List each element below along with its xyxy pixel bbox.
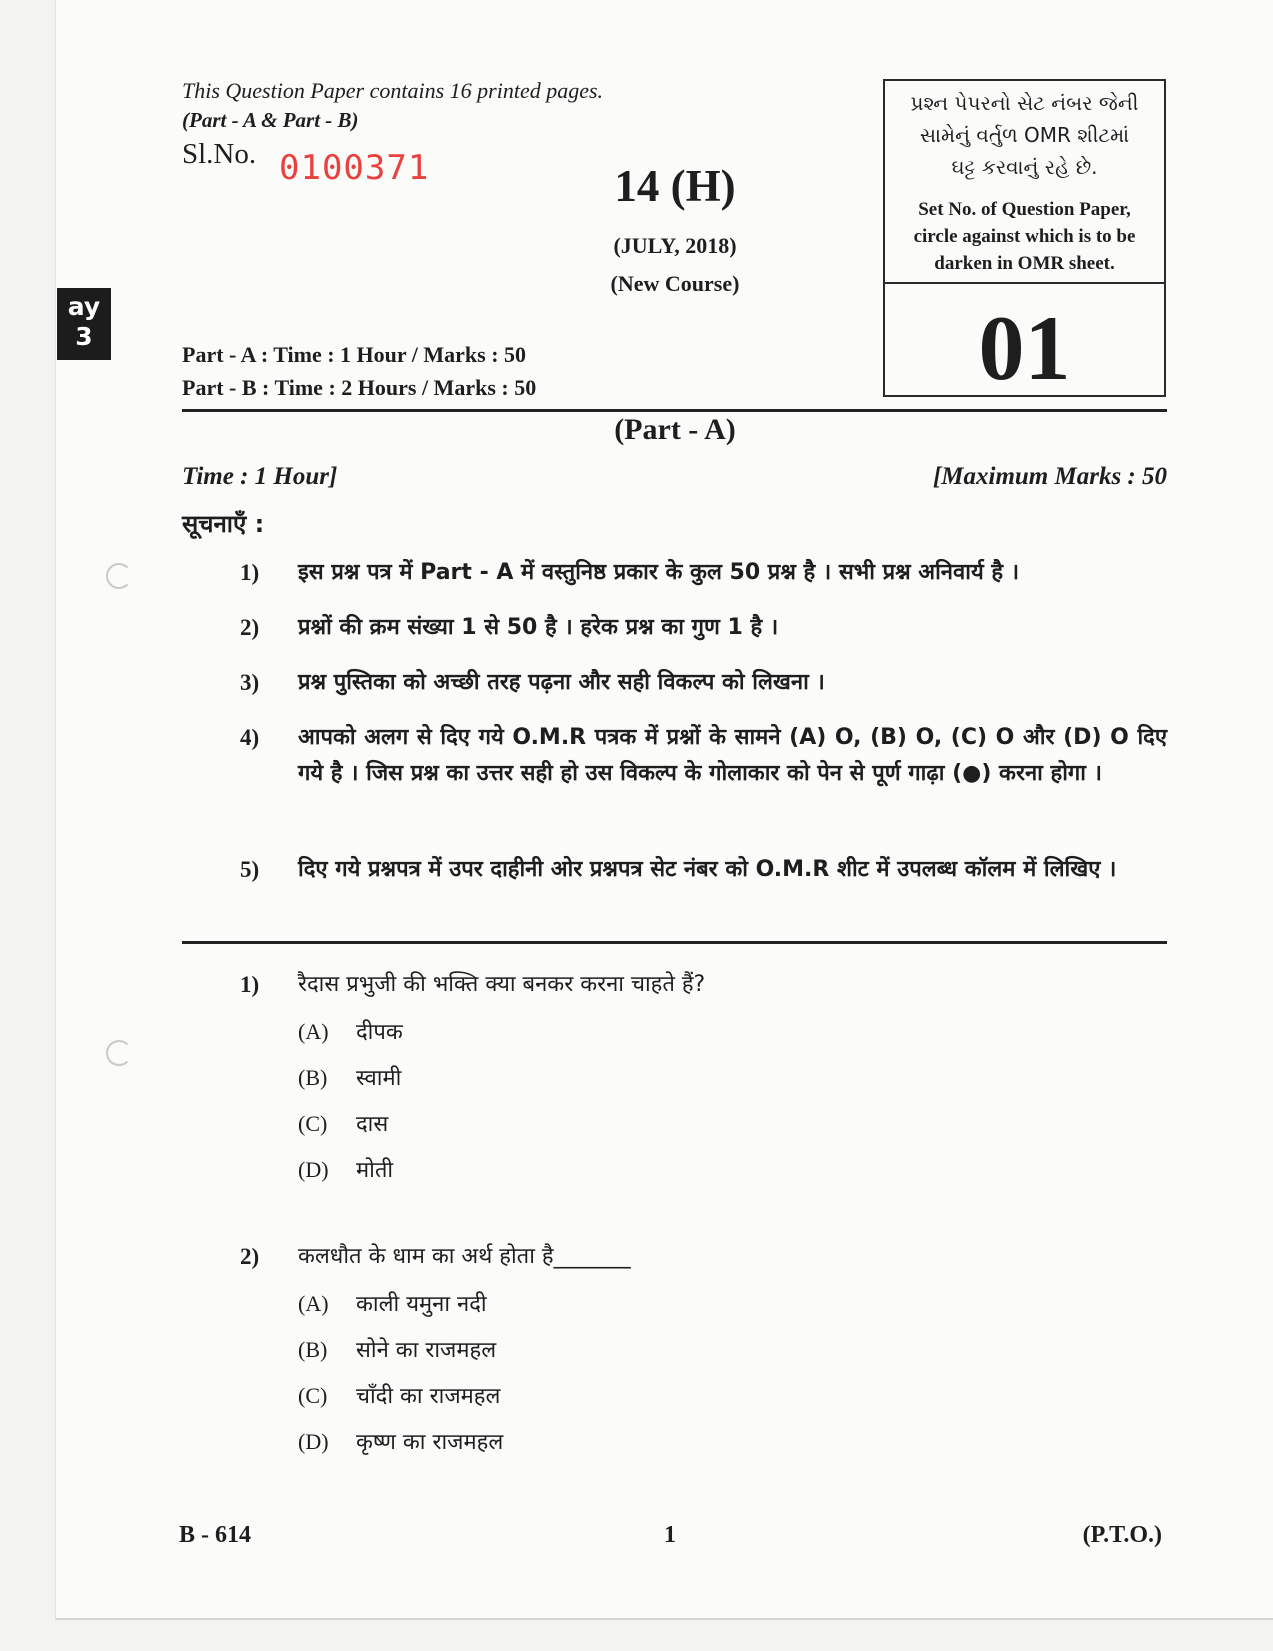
question-text: कलधौत के धाम का अर्थ होता है_______ [298,1244,631,1269]
serial-number: 0100371 [279,148,430,188]
punch-hole-icon [106,563,132,589]
instruction-text: प्रश्न पुस्तिका को अच्छी तरह पढ़ना और सही विकल्प को लिखना । [298,670,825,695]
option-label: (C) [298,1111,328,1136]
option-text: कृष्ण का राजमहल [356,1430,504,1455]
instruction-number: 3) [240,670,260,695]
instructions-rule [182,941,1167,944]
instruction-number: 4) [240,725,260,750]
paper-code: 14 (H) [614,161,736,211]
question-text: रैदास प्रभुजी की भक्ति क्या बनकर करना चाहते हैं? [298,972,706,997]
instruction-text: प्रश्नों की क्रम संख्या 1 से 50 है । हरेक प्रश्न का गुण 1 है । [298,615,779,640]
answer-option [298,1016,403,1046]
side-tab [57,288,111,360]
option-label: (D) [298,1157,329,1182]
instruction-number: 2) [240,615,260,640]
set-box-divider [885,282,1164,284]
answer-option [298,1334,496,1364]
punch-hole-icon [106,1040,132,1066]
answer-option [298,1062,401,1092]
answer-option [298,1288,487,1318]
max-marks: [Maximum Marks : 50 [932,463,1167,490]
option-label: (C) [298,1383,328,1408]
serial-label: Sl.No. [182,138,257,170]
question-number: 1) [240,972,260,997]
instruction-text: आपको अलग से दिए गये O.M.R पत्रक में प्रश्नों के सामने (A) O, (B) O, (C) O और (D) O दिए गये है । जिस प्रश्न का उत्तर सही हो उस विकल्प के गोलाकार को पेन से पूर्ण गाढ़ा (●) करना होगा । [298,725,1167,786]
part-b-time: Part - B : Time : 2 Hours / Marks : 50 [182,375,537,400]
set-number: 01 [978,297,1071,399]
option-label: (A) [298,1291,329,1316]
option-label: (D) [298,1429,329,1454]
option-label: (B) [298,1337,328,1362]
time-label: Time : 1 Hour] [182,463,338,490]
side-tab-line2: 3 [75,322,93,351]
set-box-english-line2: circle against which is to be [913,226,1136,247]
option-text: चाँदी का राजमहल [356,1384,501,1409]
part-title: (Part - A) [614,413,736,446]
option-text: सोने का राजमहल [356,1338,497,1363]
course-label: (New Course) [610,271,740,296]
option-label: (B) [298,1065,328,1090]
set-box-english-line1: Set No. of Question Paper, [918,199,1131,220]
pto-label: (P.T.O.) [1082,1522,1162,1548]
part-a-time: Part - A : Time : 1 Hour / Marks : 50 [182,342,527,367]
question-number: 2) [240,1244,260,1269]
pages-note: This Question Paper contains 16 printed pages. [182,78,604,103]
parts-note: (Part - A & Part - B) [182,108,359,132]
set-box-gujarati-line1: પ્રશ્ન પેપરનો સેટ નંબર જેની [910,91,1139,115]
side-tab-line1: ay [67,292,101,321]
page-number: 1 [664,1522,676,1548]
set-box-english-line3: darken in OMR sheet. [934,253,1115,274]
answer-option [298,1426,503,1456]
footer-paper-code: B - 614 [179,1522,251,1548]
answer-option [298,1108,388,1138]
set-number-box [883,79,1166,397]
option-text: स्वामी [356,1066,402,1091]
instruction-number: 1) [240,560,260,585]
exam-date: (JULY, 2018) [613,233,737,258]
set-box-gujarati-line3: ઘટ્ટ કરવાનું રહે છે. [951,155,1098,179]
option-text: दीपक [356,1020,403,1045]
answer-option [298,1380,500,1410]
option-text: काली यमुना नदी [356,1292,487,1317]
instruction-text: इस प्रश्न पत्र में Part - A में वस्तुनिष्ठ प्रकार के कुल 50 प्रश्न है । सभी प्रश्न अनिवार्य है । [298,560,1020,585]
option-label: (A) [298,1019,329,1044]
header-rule [182,409,1167,412]
instruction-text: दिए गये प्रश्नपत्र में उपर दाहीनी ओर प्रश्नपत्र सेट नंबर को O.M.R शीट में उपलब्ध कॉलम में लिखिए । [298,857,1117,882]
instruction-number: 5) [240,857,260,882]
instructions-heading: सूचनाएँ : [182,510,265,538]
option-text: मोती [356,1158,394,1183]
answer-option [298,1154,393,1184]
set-box-gujarati-line2: સામેનું વર્તુળ OMR શીટમાં [919,123,1130,147]
option-text: दास [356,1112,389,1137]
